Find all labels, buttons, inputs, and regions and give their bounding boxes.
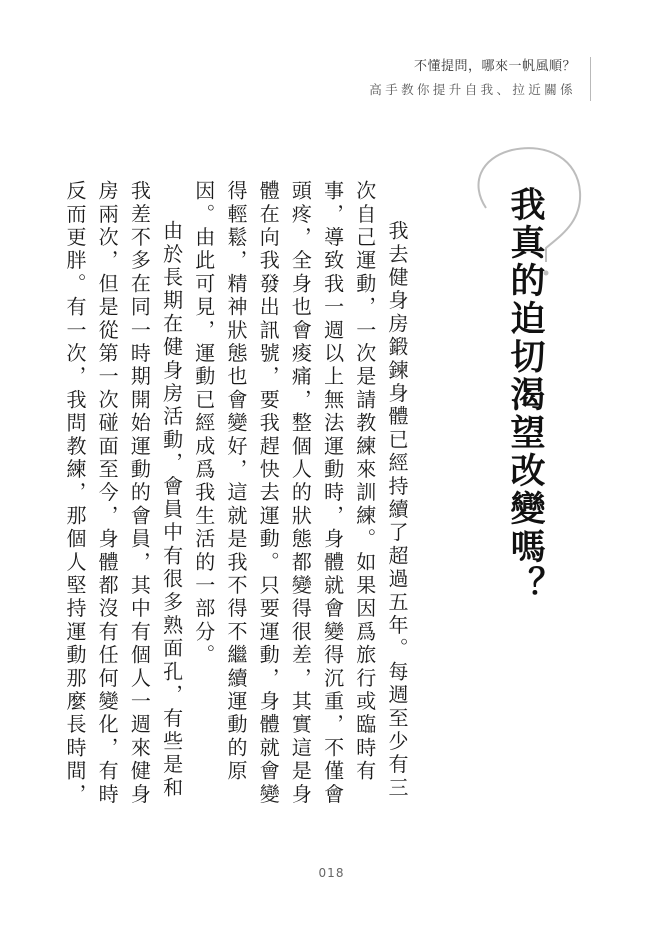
book-title: 不懂提問，哪來一帆風順？ <box>413 59 576 74</box>
chapter-title: 我真的迫切渴望改變嗎？ <box>505 186 545 604</box>
page-number: 018 <box>318 866 345 880</box>
paragraph: 我去健身房鍛鍊身體已經持續了超過五年。每週至少有三次自己運動，一次是請教練來訓練。如果因爲旅行或臨時有事，導致我一週以上無法運動時，身體就會變得沉重，不僅會頭疼，全身也會痠痛，整個人的狀態都變得很差，其實這是身體在向我發出訊號，要我趕快去運動。只要運動，身體就會變得輕鬆，精神狀態也會變好，這就是我不得不繼續運動的原因。由此可見，運動已經成爲我生活的一部分。 <box>191 180 409 807</box>
book-subtitle: 高手教你提升自我、拉近關係 <box>369 82 576 97</box>
paragraph: 由於長期在健身房活動，會員中有很多熟面孔，有些是和我差不多在同一時期開始運動的會員，其中有個人一週來健身房兩次，但是從第一次碰面至今，身體都沒有任何變化，有時反而更胖。有一次，我問教練，那個人堅持運動那麼長時間， <box>62 180 184 807</box>
body-text <box>62 180 413 820</box>
